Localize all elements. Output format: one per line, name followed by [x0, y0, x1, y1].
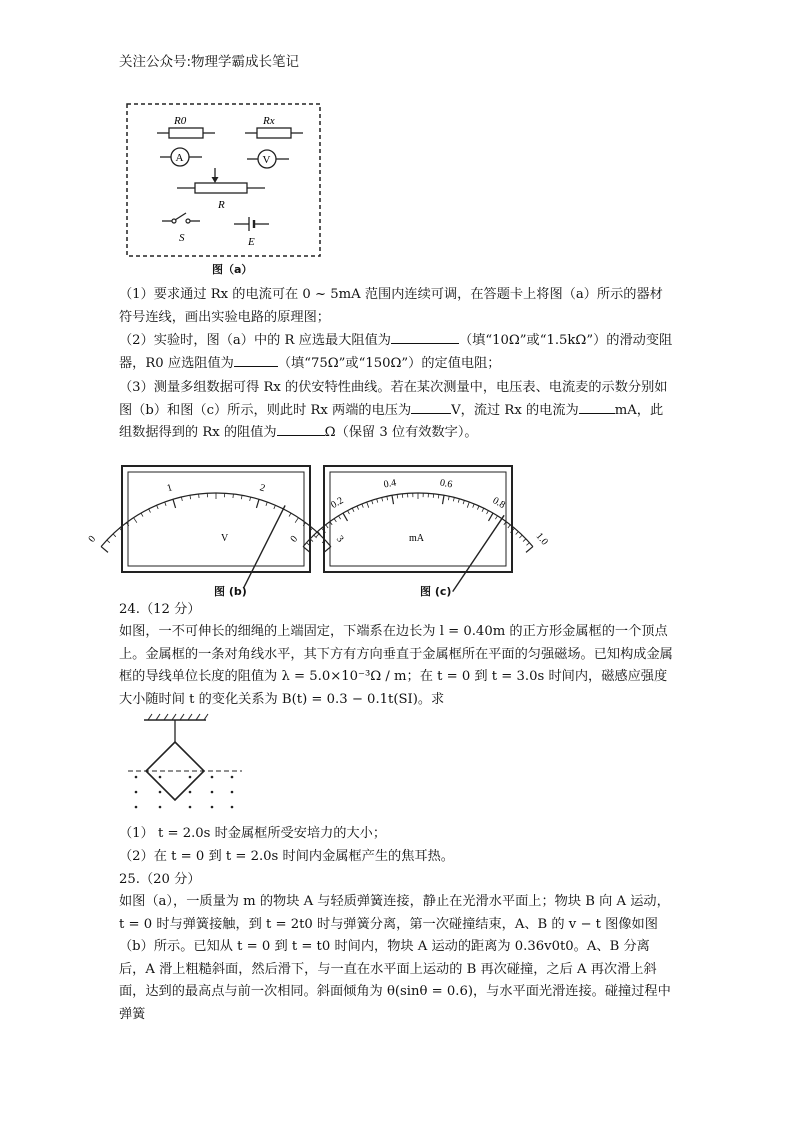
- minor-tick: [377, 499, 378, 503]
- answer-blank-resistance: [277, 423, 325, 436]
- minor-tick: [266, 502, 267, 506]
- minor-tick: [448, 496, 449, 500]
- minor-tick: [382, 497, 383, 501]
- major-tick: [256, 499, 259, 508]
- minor-tick: [274, 505, 276, 509]
- major-tick: [173, 499, 176, 508]
- tick-label: 2: [258, 482, 267, 495]
- ammeter-symbol: [160, 148, 202, 166]
- meter-needle: [244, 505, 285, 587]
- rheostat-symbol: [177, 168, 265, 211]
- switch-label: S: [179, 232, 185, 244]
- q25-body: 如图（a），一质量为 m 的物块 A 与轻质弹簧连接，静止在光滑水平面上；物块 B 向 A 运动，t = 0 时与弹簧接触，到 t = 2t0 时与弹簧分离，第一次碰撞结束，A、B 的 v − t 图像如图（b）所示。已知从 t = 0 到 t = t0 时间内，物块 A 运动的距离为 0.36v0t0。A、B 分离后，A 滑上粗糙斜面，然后滑下，与一直在水平面上运动的 B 再次碰撞，之后 A 再次滑上斜面，达到的最高点与前一次相同。斜面倾角为 θ(sinθ = 0.6)，与水平面光滑连接。碰撞过程中弹簧: [119, 894, 671, 1022]
- resistor-r0-symbol: [157, 115, 215, 138]
- figure-b-caption: 图 (b): [214, 585, 247, 598]
- q23-part2: [119, 330, 675, 375]
- minor-tick: [397, 494, 398, 498]
- minor-tick: [495, 516, 497, 519]
- minor-tick: [463, 500, 464, 504]
- minor-tick: [487, 511, 489, 515]
- minor-tick: [519, 535, 522, 538]
- q23-p3c: mA，此组数据得到的 Rx 的阻值为: [119, 402, 664, 440]
- minor-tick: [134, 518, 137, 523]
- rheostat-label: R: [218, 199, 225, 211]
- minor-tick: [516, 532, 519, 535]
- minor-tick: [473, 504, 474, 508]
- minor-tick: [526, 543, 529, 546]
- ceiling-support: [144, 714, 208, 720]
- figure-c-caption: 图 (c): [420, 585, 452, 598]
- minor-tick: [250, 497, 251, 501]
- tick-label: 0: [288, 533, 301, 545]
- minor-tick: [289, 513, 291, 516]
- q24-body: 如图，一不可伸长的细绳的上端固定，下端系在边长为 l = 0.40m 的正方形金属框的一个顶点上。金属框的一条对角线水平，其下方有方向垂直于金属框所在平面的匀强磁场。已知构成金属框的导线单位长度的阻值为 λ = 5.0×10⁻³Ω / m；在 t = 0 到 t = 3.0s 时间内，磁感应强度大小随时间 t 的变化关系为 B(t) = 0.3 − 0.1t(SI)。求: [119, 624, 673, 707]
- minor-tick: [523, 539, 526, 542]
- minor-tick: [477, 506, 479, 510]
- figure-a-caption: 图（a）: [212, 263, 253, 276]
- minor-tick: [458, 499, 459, 503]
- answer-blank-current: [579, 401, 615, 414]
- major-tick: [343, 513, 348, 521]
- minor-tick: [149, 509, 151, 513]
- minor-tick: [352, 508, 354, 512]
- battery-symbol: [234, 217, 269, 248]
- voltmeter-label: V: [262, 154, 271, 166]
- minor-tick: [467, 502, 469, 508]
- meter-b-unit: V: [221, 533, 229, 544]
- major-tick: [442, 495, 444, 504]
- figure-metal-frame: [124, 712, 254, 822]
- minor-tick: [339, 516, 341, 519]
- tick-label: 0.2: [329, 495, 346, 512]
- minor-tick: [387, 496, 388, 500]
- minor-tick: [326, 525, 328, 528]
- meter-needle: [453, 515, 504, 591]
- resistor-rx-symbol: [245, 115, 303, 138]
- q23-p2a: （2）实验时，图（a）中的 R 应选最大阻值为: [119, 333, 391, 348]
- minor-tick: [453, 497, 454, 501]
- answer-blank-rheostat: [391, 331, 459, 344]
- q23-part1: （1）要求通过 Rx 的电流可在 0 ~ 5mA 范围内连续可调，在答题卡上将图（a）所示的器材符号连线，画出实验电路的原理图；: [119, 287, 663, 325]
- answer-blank-voltage: [411, 401, 451, 414]
- minor-tick: [141, 513, 143, 516]
- major-tick: [101, 547, 108, 553]
- ammeter-dial-figure: [288, 463, 550, 583]
- minor-tick: [362, 504, 363, 508]
- minor-tick: [367, 502, 369, 508]
- battery-label: E: [248, 236, 255, 248]
- q23-p2b: （填“10Ω”或“1.5kΩ”）的滑动变阻器，R0 应选阻值为: [119, 333, 673, 371]
- minor-tick: [190, 495, 191, 499]
- tick-label: 3: [333, 533, 346, 545]
- q23-p2c: （填“75Ω”或“150Ω”）的定值电阻；: [277, 355, 501, 371]
- major-tick: [526, 547, 533, 553]
- q24-title: 24.（12 分）: [119, 602, 201, 617]
- answer-blank-r0: [234, 354, 278, 367]
- minor-tick: [113, 534, 116, 537]
- r0-label: R0: [174, 115, 187, 127]
- switch-symbol: [162, 213, 200, 244]
- tick-label: 0: [86, 533, 99, 545]
- minor-tick: [316, 534, 319, 537]
- tick-label: 0.6: [438, 477, 454, 491]
- minor-tick: [482, 508, 484, 512]
- q23-p3d: Ω（保留 3 位有效数字）。: [324, 425, 478, 440]
- q23-p3b: V，流过 Rx 的电流为: [451, 402, 579, 418]
- minor-tick: [181, 497, 182, 501]
- tick-label: 1: [165, 482, 174, 495]
- q23-part3: [119, 377, 675, 445]
- voltmeter-symbol: [247, 150, 289, 168]
- major-tick: [489, 513, 494, 521]
- meter-c-unit: mA: [409, 533, 424, 544]
- tick-label: 0.4: [382, 477, 398, 491]
- minor-tick: [107, 540, 110, 543]
- rx-label: Rx: [263, 115, 275, 127]
- minor-tick: [165, 502, 166, 506]
- minor-tick: [334, 519, 336, 522]
- minor-tick: [348, 511, 350, 515]
- minor-tick: [357, 506, 359, 510]
- q23-p3a: （3）测量多组数据可得 Rx 的伏安特性曲线。若在某次测量中，电压表、电流麦的示数分别如图（b）和图（c）所示，则此时 Rx 两端的电压为: [119, 380, 668, 418]
- minor-tick: [295, 518, 298, 523]
- q25-title: 25.（20 分）: [119, 872, 201, 887]
- q24-sub2: （2）在 t = 0 到 t = 2.0s 时间内金属框产生的焦耳热。: [119, 849, 454, 864]
- q24-sub1: （1） t = 2.0s 时金属框所受安培力的大小；: [119, 826, 387, 841]
- minor-tick: [438, 494, 439, 498]
- major-tick: [392, 495, 394, 504]
- minor-tick: [157, 505, 159, 509]
- tick-label: 0.8: [490, 495, 507, 512]
- figure-a-apparatus: [122, 100, 322, 270]
- minor-tick: [241, 495, 242, 499]
- tick-label: 1.0: [533, 530, 550, 548]
- ammeter-label: A: [175, 152, 184, 164]
- minor-tick: [508, 525, 510, 528]
- page-header: 关注公众号:物理学霸成长笔记: [119, 54, 300, 70]
- minor-tick: [372, 500, 373, 504]
